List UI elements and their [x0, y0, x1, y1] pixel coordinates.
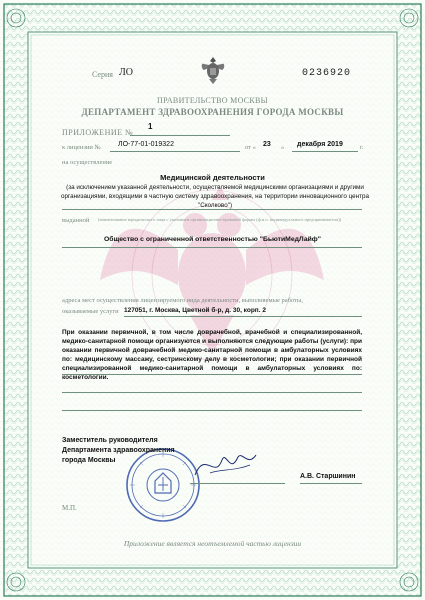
company-name: Общество с ограниченной ответственностью "БьютиМедЛайф" — [104, 236, 321, 243]
license-month-year: декабря 2019 — [297, 141, 343, 148]
blank-line-2 — [62, 410, 362, 411]
company-underline — [62, 247, 362, 248]
coat-of-arms-icon — [200, 55, 226, 85]
services-text: При оказании первичной, в том числе доврачебной, врачебной и специализированной, медико-санитарной помощи организуются и выполняются следующие работы (услуги): при оказании первичной доврачебной медико-санитарной помощи в амбулаторных условиях по: медицинскому массажу, сестринскому делу в косметологии; при оказании первичной специализированной медико-санитарной помощи в амбулаторных условиях по: косметологии. — [62, 329, 362, 381]
license-date-from-label: от « — [245, 144, 256, 151]
deputy-position: Заместитель руководителя Департамента здравоохранения города Москвы — [62, 437, 175, 464]
address-label: адреса мест осуществления лицензируемого вида деятельности, выполняемые работы, — [62, 297, 303, 304]
signer-underline — [300, 483, 362, 484]
blank-line-1 — [62, 392, 362, 393]
license-year-suffix: г. — [360, 144, 364, 151]
license-day: 23 — [263, 141, 271, 148]
address-value: 127051, г. Москва, Цветной б-р, д. 30, корп. 2 — [124, 307, 266, 314]
signer-name: А.В. Старшинин — [300, 473, 356, 480]
license-number-label: к лицензии № — [62, 144, 101, 151]
series-value: ЛО — [119, 67, 134, 78]
appendix-number: 1 — [148, 122, 153, 131]
footer-note: Приложение является неотъемлемой частью лицензии — [123, 539, 302, 548]
department-title: ДЕПАРТАМЕНТ ЗДРАВООХРАНЕНИЯ ГОРОДА МОСКВЫ — [81, 107, 344, 117]
issued-label: выданной — [62, 217, 90, 224]
implementation-label: на осуществление — [62, 159, 113, 166]
series-label: Серия — [92, 70, 113, 79]
activity-title: Медицинской деятельности — [160, 173, 265, 182]
government-title: ПРАВИТЕЛЬСТВО МОСКВЫ — [157, 96, 268, 105]
activity-exception: (за исключением указанной деятельности, осуществляемой медицинскими организациями и другими организациями, входящими в частную систему здравоохранения, на территории инновационного центра "Сколково") — [60, 184, 369, 209]
services-label: оказываемые услуги — [62, 308, 119, 315]
activity-underline — [62, 209, 362, 210]
signature-line — [190, 483, 285, 484]
license-day-close: » — [281, 144, 285, 151]
address-underline — [124, 316, 362, 317]
services-underline — [62, 374, 362, 375]
seal-place-label: М.П. — [62, 504, 77, 512]
appendix-underline — [130, 135, 230, 136]
license-date-underline — [292, 151, 358, 152]
signature-icon — [190, 445, 260, 485]
issued-caption: (наименование юридического лица с указанием организационно-правовой формы (ф.и.о. индивидуального предпринимателя)) — [98, 217, 342, 222]
license-number: ЛО-77-01-019322 — [118, 141, 174, 148]
license-number-underline — [110, 151, 240, 152]
appendix-label: ПРИЛОЖЕНИЕ № — [62, 128, 134, 137]
serial-number: 0236920 — [302, 68, 352, 79]
